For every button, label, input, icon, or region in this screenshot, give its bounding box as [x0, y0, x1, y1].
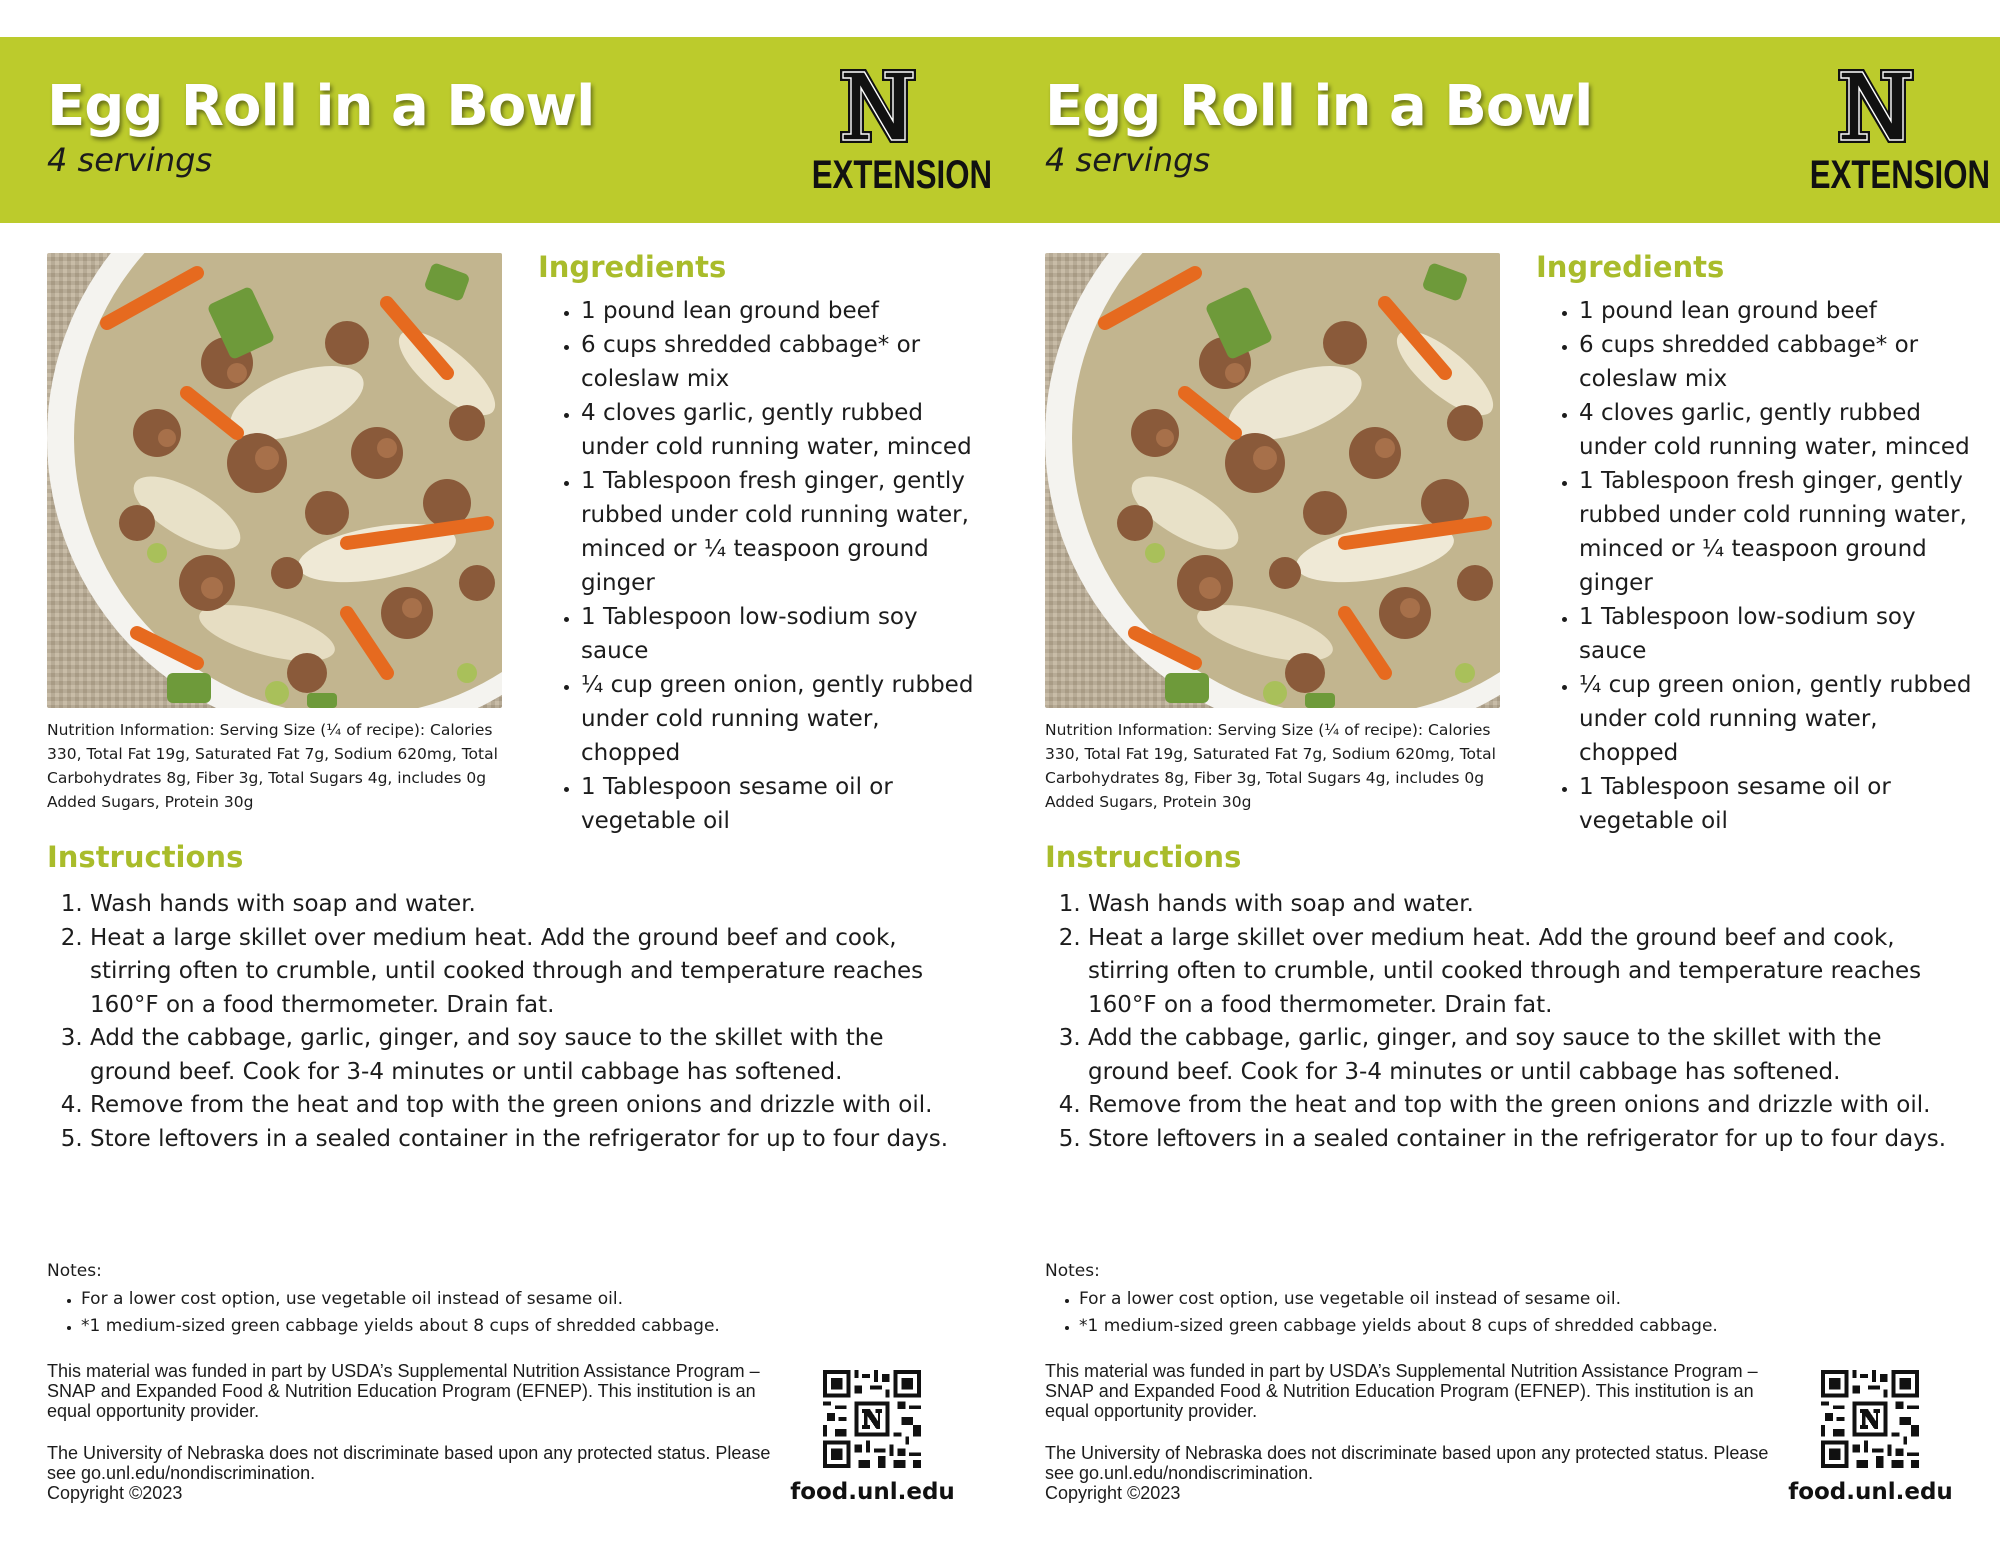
instruction-step: 1. Wash hands with soap and water. — [1088, 888, 1948, 922]
ingredient-item: • 4 cloves garlic, gently rubbed under cold running water, minced — [581, 396, 981, 464]
notes-label: Notes: — [47, 1261, 102, 1281]
recipe-photo — [47, 253, 502, 708]
funding-statement: This material was funded in part by USDA’s Supplemental Nutrition Assistance Program – SNAP and Expanded Food & Nutrition Education Program (EFNEP). This institution is an equal opportunity provider. — [47, 1361, 760, 1421]
instruction-step: 2. Heat a large skillet over medium heat. Add the ground beef and cook, stirring often to crumble, until cooked through and temperature reaches 160°F on a food thermometer. Drain fat. — [90, 922, 950, 1023]
instructions-heading: Instructions — [1045, 840, 1242, 874]
nondiscrimination-statement — [1045, 1443, 1785, 1503]
note-item: • *1 medium-sized green cabbage yields about 8 cups of shredded cabbage. — [1079, 1313, 1979, 1340]
ingredients-heading: Ingredients — [1536, 250, 1725, 284]
nondiscrimination-text: The University of Nebraska does not discriminate based upon any protected status. Please see go.unl.edu/nondiscrimination. — [1045, 1443, 1769, 1483]
ingredients-heading: Ingredients — [538, 250, 727, 284]
extension-wordmark: EXTENSION — [811, 153, 993, 197]
instruction-step: 4. Remove from the heat and top with the green onions and drizzle with oil. — [1088, 1089, 1948, 1123]
recipe-title: Egg Roll in a Bowl — [1045, 74, 1593, 139]
notes-label: Notes: — [1045, 1261, 1100, 1281]
instruction-step: 3. Add the cabbage, garlic, ginger, and soy sauce to the skillet with the ground beef. Cook for 3-4 minutes or until cabbage has softened. — [90, 1022, 950, 1089]
funding-disclaimer — [1045, 1361, 1785, 1525]
instruction-step: 2. Heat a large skillet over medium heat. Add the ground beef and cook, stirring often to crumble, until cooked through and temperature reaches 160°F on a food thermometer. Drain fat. — [1088, 922, 1948, 1023]
instructions-list — [47, 888, 950, 1156]
servings-text: 4 servings — [47, 141, 213, 179]
ingredient-item: • ¼ cup green onion, gently rubbed under cold running water, chopped — [1579, 668, 1979, 770]
extension-wordmark: EXTENSION — [1809, 153, 1991, 197]
qr-code-icon[interactable] — [823, 1370, 921, 1468]
note-item: • For a lower cost option, use vegetable oil instead of sesame oil. — [81, 1286, 981, 1313]
instruction-step: 3. Add the cabbage, garlic, ginger, and soy sauce to the skillet with the ground beef. Cook for 3-4 minutes or until cabbage has softened. — [1088, 1022, 1948, 1089]
ingredient-item: • 1 pound lean ground beef — [1579, 294, 1979, 328]
ingredient-item: • 6 cups shredded cabbage* or coleslaw mix — [581, 328, 981, 396]
nutrition-information: Nutrition Information: Serving Size (¼ of recipe): Calories 330, Total Fat 19g, Saturated Fat 7g, Sodium 620mg, Total Carbohydrates 8g, Fiber 3g, Total Sugars 4g, includes 0g Added Sugars, Protein 30g — [1045, 721, 1496, 811]
instruction-step: 4. Remove from the heat and top with the green onions and drizzle with oil. — [90, 1089, 950, 1123]
notes-list — [47, 1286, 981, 1340]
note-item: • *1 medium-sized green cabbage yields about 8 cups of shredded cabbage. — [81, 1313, 981, 1340]
ingredient-item: • 1 Tablespoon low-sodium soy sauce — [1579, 600, 1979, 668]
recipe-card-right — [998, 0, 1998, 1545]
ingredient-item: • 4 cloves garlic, gently rubbed under cold running water, minced — [1579, 396, 1979, 464]
servings-text: 4 servings — [1045, 141, 1211, 179]
nondiscrimination-text: The University of Nebraska does not discriminate based upon any protected status. Please see go.unl.edu/nondiscrimination. — [47, 1443, 771, 1483]
ingredient-item: • 1 Tablespoon sesame oil or vegetable oil — [1579, 770, 1979, 838]
ingredient-item: • 1 Tablespoon low-sodium soy sauce — [581, 600, 981, 668]
instruction-step: 5. Store leftovers in a sealed container in the refrigerator for up to four days. — [90, 1123, 950, 1157]
nondiscrimination-statement — [47, 1443, 787, 1503]
nutrition-information: Nutrition Information: Serving Size (¼ of recipe): Calories 330, Total Fat 19g, Saturated Fat 7g, Sodium 620mg, Total Carbohydrates 8g, Fiber 3g, Total Sugars 4g, includes 0g Added Sugars, Protein 30g — [47, 721, 498, 811]
instructions-heading: Instructions — [47, 840, 244, 874]
recipe-title: Egg Roll in a Bowl — [47, 74, 595, 139]
ingredient-item: • 1 pound lean ground beef — [581, 294, 981, 328]
funding-statement: This material was funded in part by USDA’s Supplemental Nutrition Assistance Program – SNAP and Expanded Food & Nutrition Education Program (EFNEP). This institution is an equal opportunity provider. — [1045, 1361, 1758, 1421]
ingredient-item: • ¼ cup green onion, gently rubbed under cold running water, chopped — [581, 668, 981, 770]
n-logo-icon — [1834, 63, 1918, 147]
instructions-list — [1045, 888, 1948, 1156]
nebraska-extension-logo — [1791, 63, 1991, 203]
ingredients-list — [545, 294, 981, 838]
food-bowl-photo-icon — [47, 253, 502, 708]
copyright-text: Copyright ©2023 — [1045, 1483, 1181, 1503]
food-bowl-photo-icon — [1045, 253, 1500, 708]
instruction-step: 1. Wash hands with soap and water. — [90, 888, 950, 922]
ingredients-list — [1543, 294, 1979, 838]
n-logo-icon — [836, 63, 920, 147]
copyright-text: Copyright ©2023 — [47, 1483, 183, 1503]
note-item: • For a lower cost option, use vegetable oil instead of sesame oil. — [1079, 1286, 1979, 1313]
nebraska-extension-logo — [793, 63, 993, 203]
ingredient-item: • 1 Tablespoon fresh ginger, gently rubbed under cold running water, minced or ¼ teaspoon ground ginger — [1579, 464, 1979, 600]
ingredient-item: • 1 Tablespoon sesame oil or vegetable oil — [581, 770, 981, 838]
funding-disclaimer — [47, 1361, 787, 1525]
notes-list — [1045, 1286, 1979, 1340]
ingredient-item: • 1 Tablespoon fresh ginger, gently rubbed under cold running water, minced or ¼ teaspoon ground ginger — [581, 464, 981, 600]
recipe-photo — [1045, 253, 1500, 708]
instruction-step: 5. Store leftovers in a sealed container in the refrigerator for up to four days. — [1088, 1123, 1948, 1157]
ingredient-item: • 6 cups shredded cabbage* or coleslaw mix — [1579, 328, 1979, 396]
qr-code-icon[interactable] — [1821, 1370, 1919, 1468]
website-link[interactable]: food.unl.edu — [1788, 1479, 1953, 1505]
website-link[interactable]: food.unl.edu — [790, 1479, 955, 1505]
